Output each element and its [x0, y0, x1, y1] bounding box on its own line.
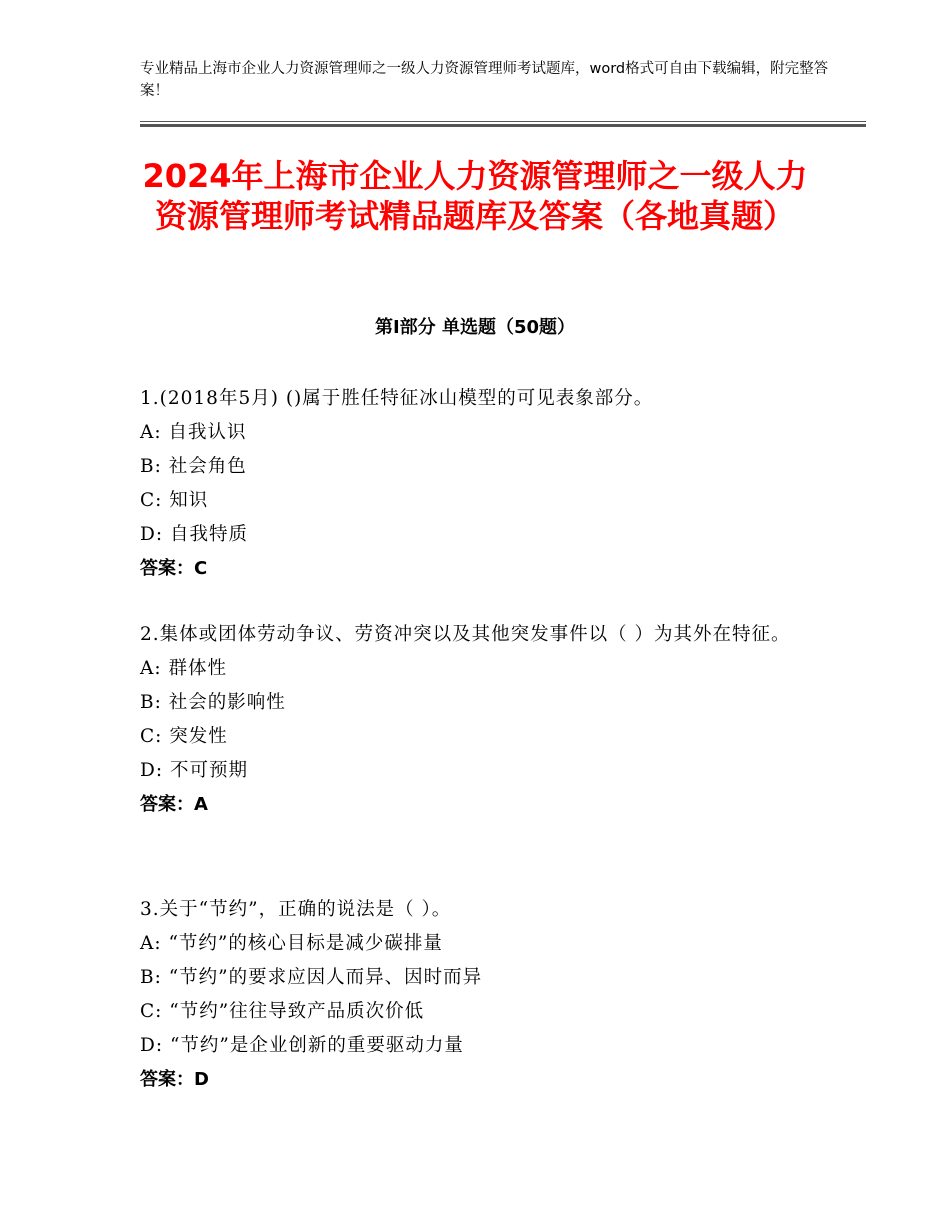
header-note: 专业精品上海市企业人力资源管理师之一级人力资源管理师考试题库，word格式可自由下载编辑，附完整答案！	[140, 61, 829, 99]
question-1	[140, 382, 820, 586]
option-b: B: 社会角色	[140, 456, 247, 477]
question-2	[140, 618, 820, 822]
option-b: B: “节约”的要求应因人而异、因时而异	[140, 967, 483, 988]
option-c: C: “节约”往往导致产品质次价低	[140, 1001, 425, 1022]
question-stem: 1.(2018年5月) ()属于胜任特征冰山模型的可见表象部分。	[140, 388, 654, 409]
option-a: A: “节约”的核心目标是减少碳排量	[140, 933, 443, 954]
option-a: A: 群体性	[140, 658, 227, 679]
question-3	[140, 893, 820, 1097]
answer-label: 答案：D	[140, 1069, 209, 1090]
answer-label: 答案：A	[140, 794, 208, 815]
option-c: C: 知识	[140, 490, 209, 511]
option-c: C: 突发性	[140, 726, 228, 747]
option-d: D: 不可预期	[140, 760, 248, 781]
header-divider-thin	[140, 121, 866, 122]
question-stem: 2.集体或团体劳动争议、劳资冲突以及其他突发事件以（ ）为其外在特征。	[140, 624, 791, 645]
answer-label: 答案：C	[140, 558, 208, 579]
option-b: B: 社会的影响性	[140, 692, 286, 713]
option-d: D: “节约”是企业创新的重要驱动力量	[140, 1035, 464, 1056]
question-stem: 3.关于“节约”，正确的说法是（ ）。	[140, 899, 452, 920]
header-divider-thick	[140, 124, 866, 127]
option-a: A: 自我认识	[140, 422, 247, 443]
part-heading: 第Ⅰ部分 单选题（50题）	[374, 317, 575, 338]
option-d: D: 自我特质	[140, 524, 248, 545]
document-title: 2024年上海市企业人力资源管理师之一级人力资源管理师考试精品题库及答案（各地真题）	[142, 157, 808, 235]
